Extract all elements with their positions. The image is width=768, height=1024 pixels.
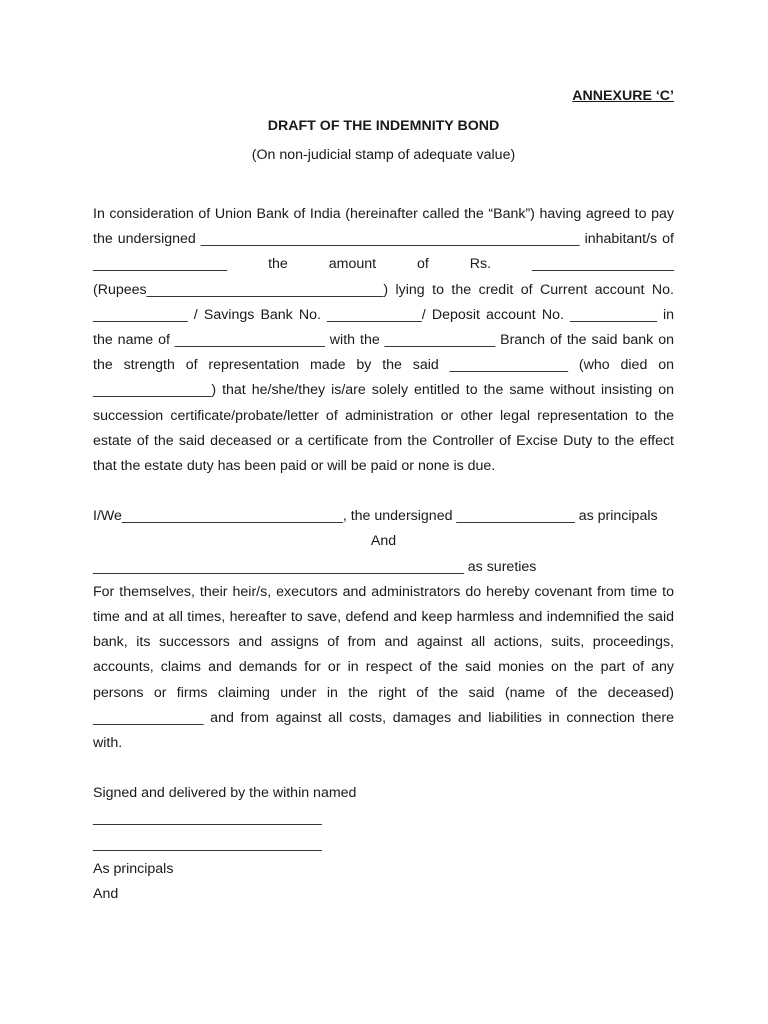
covenant-paragraph: For themselves, their heir/s, executors and administrators do hereby covenant from time to time and at all times, hereafter to save, defend and keep harmless and indemnified the said bank, its successors and assigns of from and against all actions, suits, proceedings, accounts, claims and demands for or in respect of the said monies on the part of any persons or firms claiming under in the right of the said (name of the deceased) ______________ and from against all costs, damages and liabilities in connection there with. <box>93 583 674 752</box>
document-subtitle: (On non-judicial stamp of adequate value) <box>251 147 516 163</box>
and-separator: And <box>370 533 397 550</box>
signature-line-1: _____________________________ <box>93 810 322 827</box>
signed-delivered-line: Signed and delivered by the within named <box>93 785 357 802</box>
and-final-label: And <box>93 886 119 903</box>
sureties-line: _______________________________________________ as sureties <box>93 558 537 575</box>
consideration-paragraph: In consideration of Union Bank of India (hereinafter called the “Bank”) having agreed to pay the undersigned ________________________________________________ inhabitant/s of _________________ the amount of Rs. __________________ (Rupees______________________________) lying to the credit of Current account No. ____________ / Savings Bank No. ____________/ Deposit account No. ___________ in the name of ___________________ with the ______________ Branch of the said bank on the strength of representation made by the said _______________ (who died on _______________) that he/she/they is/are solely entitled to the same without insisting on succession certificate/probate/letter of administration or other legal representation to the estate of the said deceased or a certificate from the Controller of Excise Duty to the effect that the estate duty has been paid or will be paid or none is due. <box>93 206 674 475</box>
document-title: DRAFT OF THE INDEMNITY BOND <box>267 118 500 134</box>
document-page <box>93 84 674 907</box>
principals-line: I/We____________________________, the undersigned _______________ as principals <box>93 508 658 525</box>
as-principals-label: As principals <box>93 860 174 877</box>
annexure-label: ANNEXURE ‘C’ <box>572 88 674 104</box>
signature-line-2: _____________________________ <box>93 835 322 852</box>
